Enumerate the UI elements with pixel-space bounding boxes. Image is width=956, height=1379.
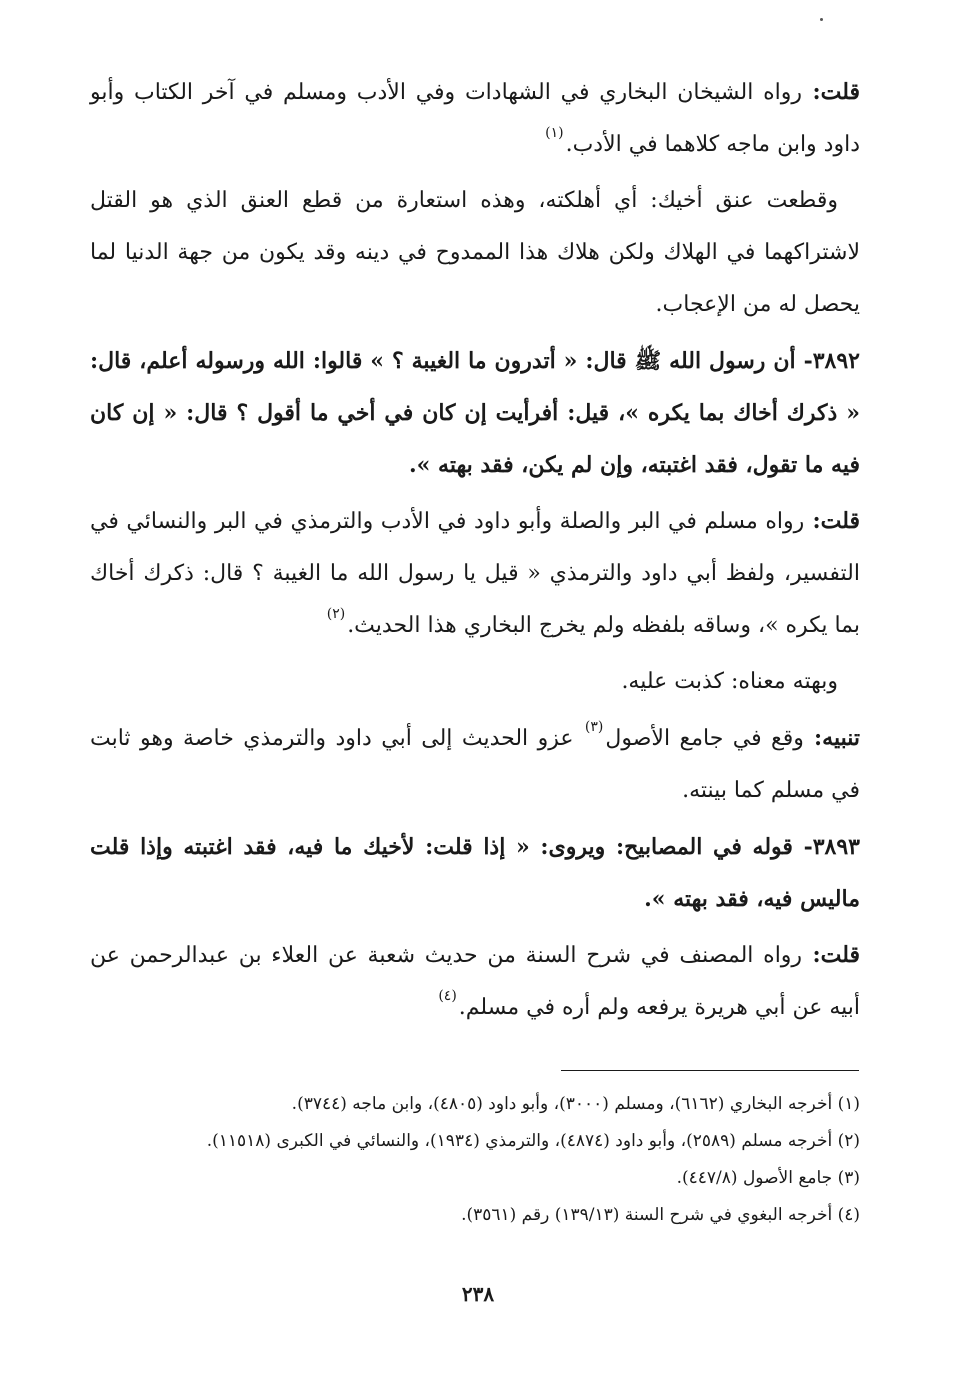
- paragraph-text: وقطعت عنق أخيك: أي أهلكته، وهذه استعارة من قطع العنق الذي هو القتل لاشتراكهما في الهلاك ولكن هلاك هذا الممدوح في دينه وقد يكون من جهة الدنيا لما يحصل له من الإعجاب.: [90, 188, 860, 317]
- footnote-ref-3: (٣): [584, 719, 604, 735]
- paragraph-label: قلت:: [802, 79, 860, 105]
- paragraph-text: وبهته معناه: كذبت عليه.: [621, 669, 838, 694]
- hadith-text: ٣٨٩٢- أن رسول الله ﷺ قال: « أتدرون ما الغيبة ؟ » قالوا: الله ورسوله أعلم، قال: « ذكرك أخاك بما يكره »، قيل: أفرأيت إن كان في أخي ما أقول ؟ قال: « إن كان فيه ما تقول، فقد اغتبته، وإن لم يكن، فقد بهته ».: [90, 348, 860, 478]
- paragraph-text: وقع في جامع الأصول: [605, 726, 804, 751]
- paragraph-text: عزو الحديث إلى أبي داود والترمذي خاصة وهو ثابت في مسلم كما بينته.: [90, 726, 860, 803]
- hadith-text: ٣٨٩٣- قوله في المصابيح: ويروى: « إذا قلت: لأخيك ما فيه، فقد اغتبته وإذا قلت ماليس فيه، فقد بهته ».: [90, 834, 860, 912]
- paragraph-6-note: [90, 712, 860, 817]
- footnote-2: (٢) أخرجه مسلم (٢٥٨٩)، وأبو داود (٤٨٧٤)، والترمذي (١٩٣٤)، والنسائي في الكبرى (١١٥١٨).: [206, 1131, 860, 1151]
- main-text: [90, 66, 860, 1038]
- paragraph-label: قلت:: [802, 942, 860, 968]
- footnote-ref-2: (٢): [326, 606, 346, 622]
- scan-speck: [820, 18, 823, 21]
- paragraph-5: [90, 656, 860, 708]
- paragraph-text: رواه المصنف في شرح السنة من حديث شعبة عن العلاء بن عبدالرحمن عن أبيه عن أبي هريرة يرفعه ولم أره في مسلم.: [90, 943, 860, 1020]
- paragraph-2: [90, 175, 860, 331]
- note-label: تنبيه:: [803, 725, 860, 751]
- hadith-3893: [90, 821, 860, 925]
- footnote-3: (٣) جامع الأصول (٤٤٧/٨).: [676, 1168, 860, 1188]
- hadith-3892: [90, 335, 860, 491]
- footnote-ref-4: (٤): [438, 988, 457, 1004]
- paragraph-text: رواه مسلم في البر والصلة وأبو داود في الأدب والترمذي في البر والنسائي في التفسير، ولفظ أبي داود والترمذي « قيل يا رسول الله ما الغيبة ؟ قال: ذكرك أخاك بما يكره »، وساقه بلفظه ولم يخرج البخاري هذا الحديث.: [90, 509, 860, 638]
- footnote-ref-1: (١): [545, 125, 564, 141]
- paragraph-label: قلت:: [804, 508, 860, 534]
- paragraph-4: [90, 495, 860, 652]
- footnote-4: (٤) أخرجه البغوي في شرح السنة (١٣٩/١٣) رقم (٣٥٦١).: [461, 1205, 860, 1225]
- paragraph-8: [90, 929, 860, 1034]
- footnote-separator: [561, 1070, 859, 1071]
- paragraph-text: رواه الشيخان البخاري في الشهادات وفي الأدب ومسلم في آخر الكتاب وأبو داود وابن ماجه كلاهما في الأدب.: [90, 80, 860, 157]
- footnotes: [90, 1086, 860, 1234]
- paragraph-1: [90, 66, 860, 171]
- footnote-1: (١) أخرجه البخاري (٦١٦٢)، ومسلم (٣٠٠٠)، وأبو داود (٤٨٠٥)، وابن ماجه (٣٧٤٤).: [291, 1094, 860, 1114]
- page-number: ٢٣٨: [461, 1282, 495, 1306]
